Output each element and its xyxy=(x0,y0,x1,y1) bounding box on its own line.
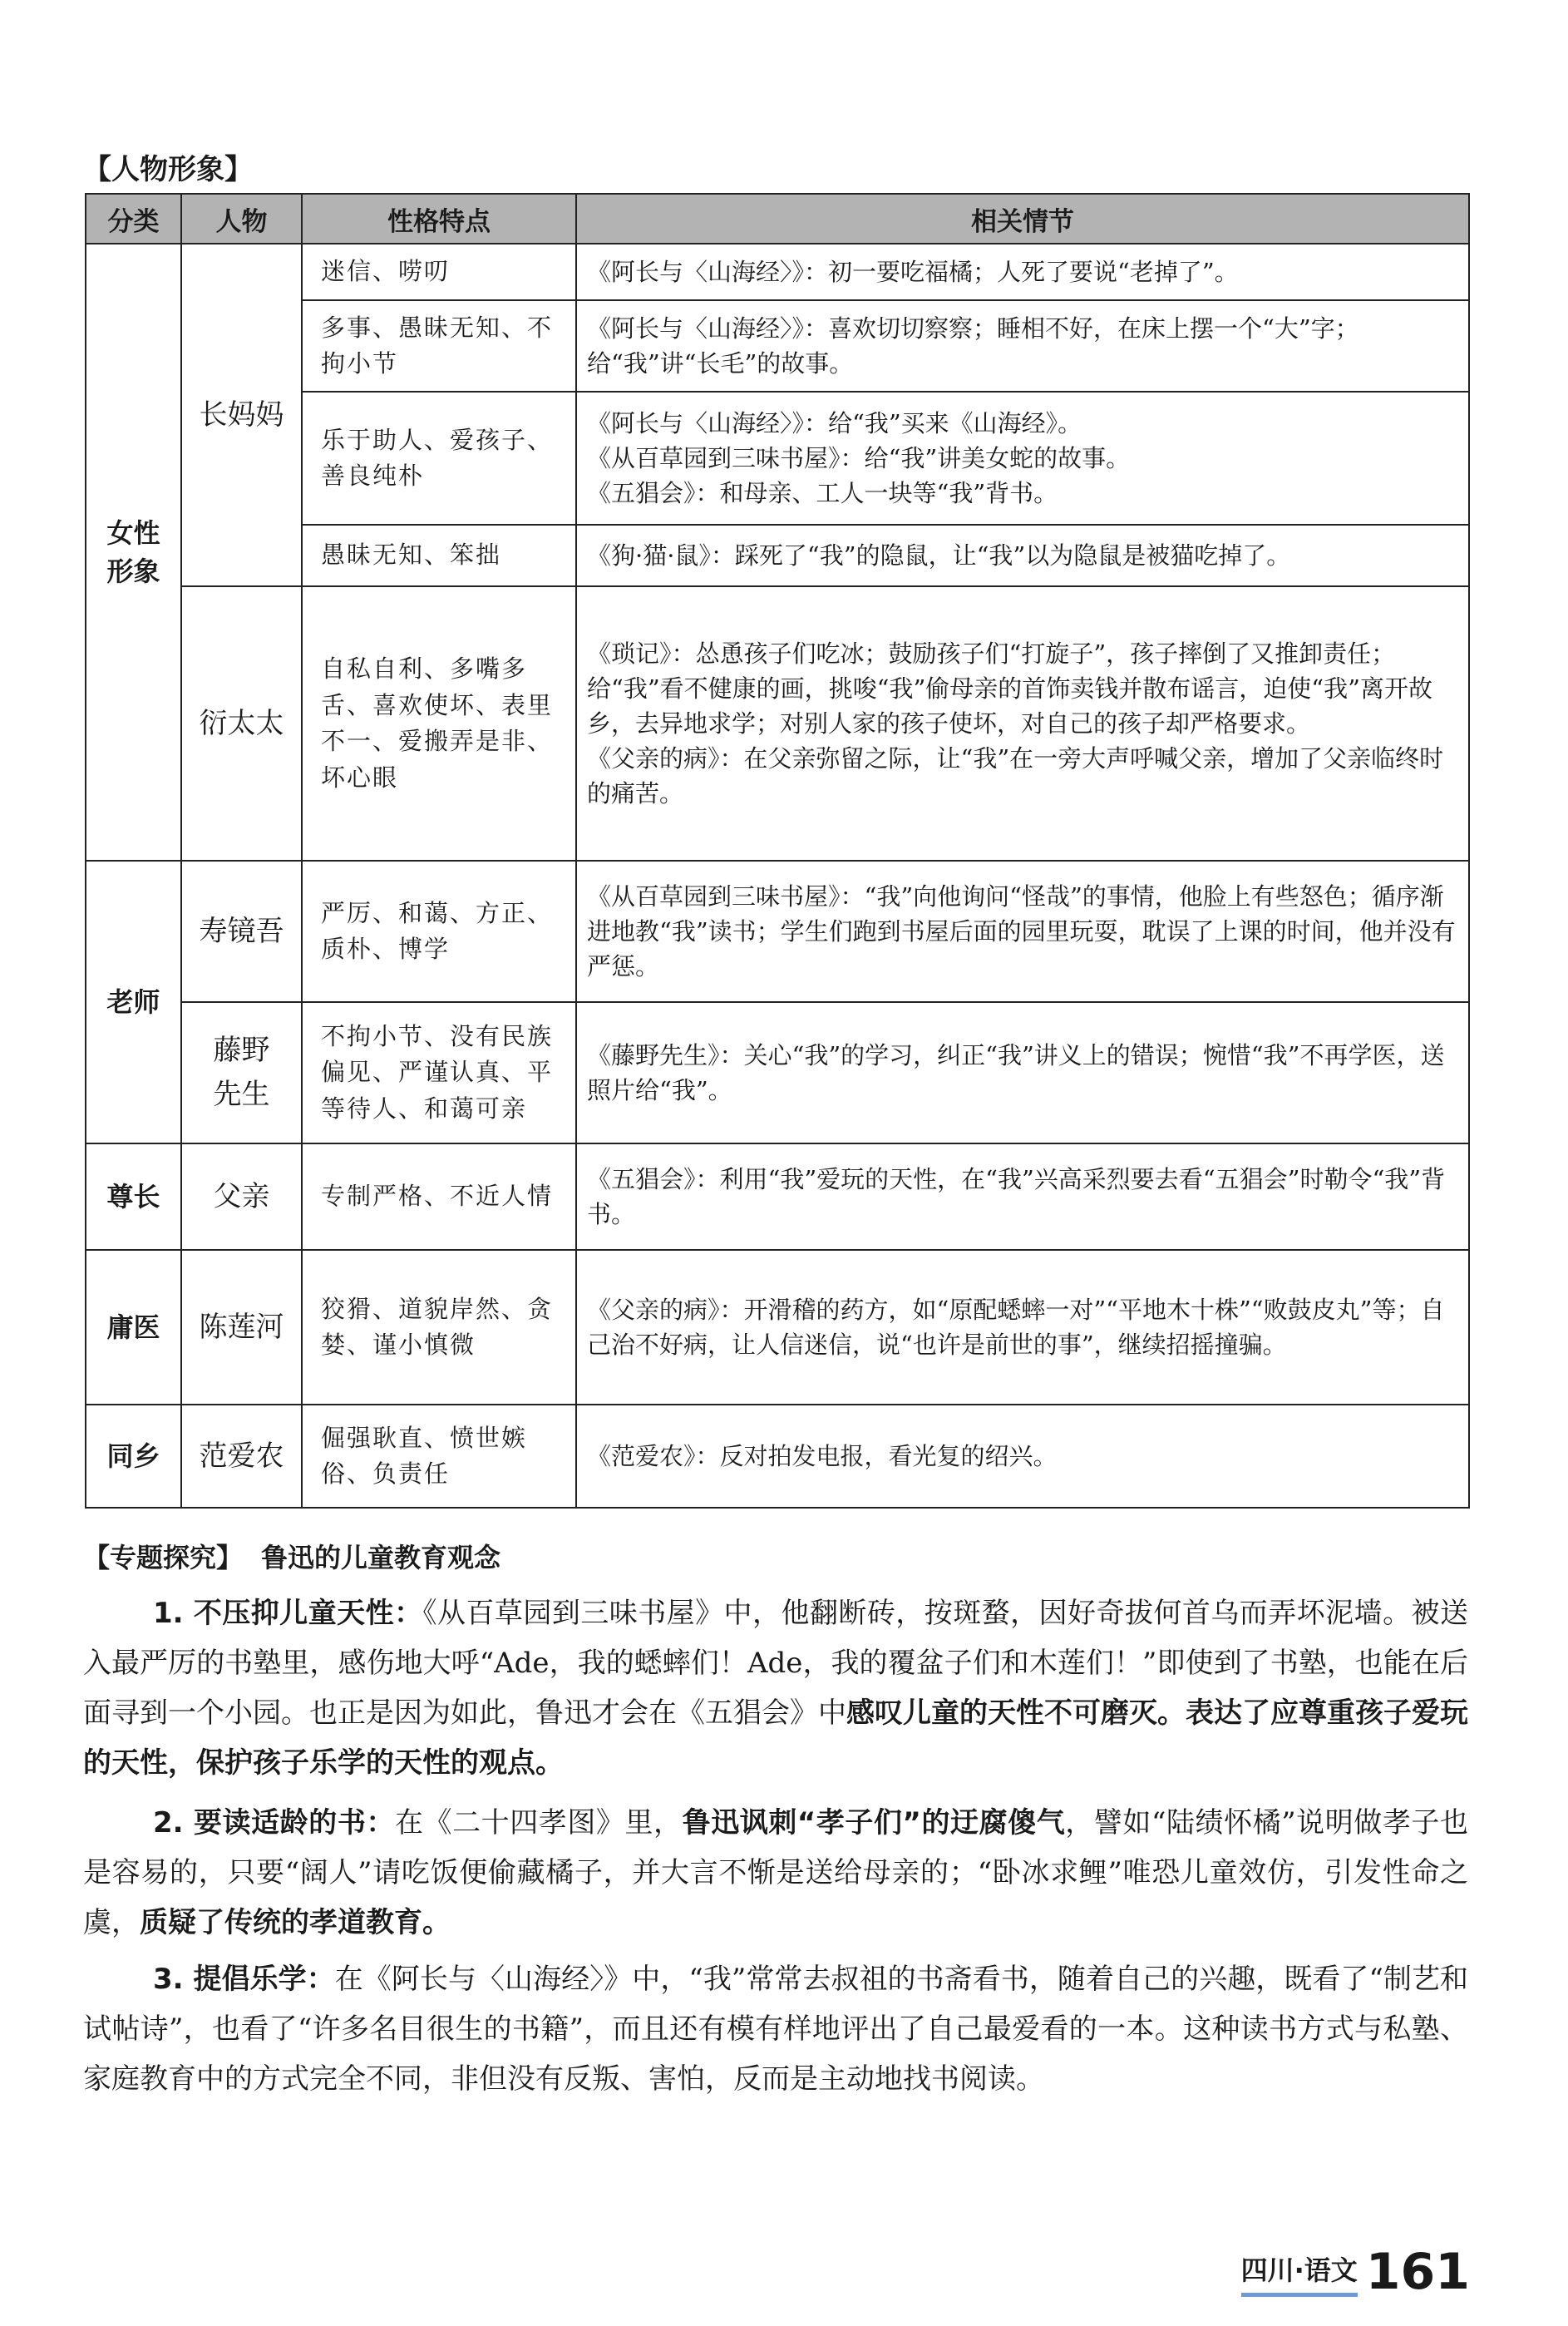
category-quack: 庸医 xyxy=(86,1250,181,1405)
paragraph-3-heading: 3. 提倡乐学： xyxy=(153,1963,335,1996)
explore-paragraph-1 xyxy=(83,1588,1468,1788)
person-father: 父亲 xyxy=(181,1143,302,1250)
person-yantaitai: 衍太太 xyxy=(181,586,302,861)
plot-cell: 《父亲的病》：开滑稽的药方，如“原配蟋蟀一对”“平地木十株”“败鼓皮丸”等；自己治不好病，让人信迷信，说“也许是前世的事”，继续招摇撞骗。 xyxy=(576,1250,1469,1405)
section-title-character-images: 【人物形象】 xyxy=(83,153,253,186)
paragraph-1-heading: 1. 不压抑儿童天性： xyxy=(153,1597,423,1630)
footer-label: 四川·语文 xyxy=(1241,2249,1358,2297)
trait-cell: 迷信、唠叨 xyxy=(302,244,576,300)
paragraph-3-text: 在《阿长与〈山海经〉》中，“我”常常去叔祖的书斋看书，随着自己的兴趣，既看了“制艺和试帖诗”，也看了“许多名目很生的书籍”，而且还有模有样地评出了自己最爱看的一本。这种读书方式与私塾、家庭教育中的方式完全不同，非但没有反叛、害怕，反而是主动地找书阅读。 xyxy=(83,1963,1468,2096)
paragraph-2-bold-1: 鲁迅讽刺“孝子们”的迂腐傻气 xyxy=(682,1806,1066,1840)
trait-cell: 不拘小节、没有民族偏见、严谨认真、平等待人、和蔼可亲 xyxy=(302,1002,576,1143)
trait-cell: 乐于助人、爱孩子、善良纯朴 xyxy=(302,392,576,525)
header-traits: 性格特点 xyxy=(302,194,576,244)
table-header-row xyxy=(86,194,1469,244)
category-female: 女性形象 xyxy=(86,244,181,861)
trait-cell: 倔强耿直、愤世嫉俗、负责任 xyxy=(302,1405,576,1508)
explore-tag: 【专题探究】 xyxy=(83,1542,244,1573)
table-row xyxy=(86,861,1469,1002)
person-changmama: 长妈妈 xyxy=(181,244,302,586)
paragraph-2-heading: 2. 要读适龄的书： xyxy=(153,1806,395,1840)
category-teacher: 老师 xyxy=(86,861,181,1143)
table-row xyxy=(86,244,1469,300)
trait-cell: 多事、愚昧无知、不拘小节 xyxy=(302,300,576,392)
person-chenlianhe: 陈莲河 xyxy=(181,1250,302,1405)
character-table xyxy=(85,193,1470,1509)
plot-cell: 《五猖会》：利用“我”爱玩的天性，在“我”兴高采烈要去看“五猖会”时勒令“我”背书。 xyxy=(576,1143,1469,1250)
explore-heading xyxy=(83,1537,500,1575)
paragraph-2-text-1: 在《二十四孝图》里， xyxy=(394,1806,683,1840)
trait-cell: 自私自利、多嘴多舌、喜欢使坏、表里不一、爱搬弄是非、坏心眼 xyxy=(302,586,576,861)
table-row xyxy=(86,1002,1469,1143)
trait-cell: 严厉、和蔼、方正、质朴、博学 xyxy=(302,861,576,1002)
plot-cell: 《范爱农》：反对拍发电报，看光复的绍兴。 xyxy=(576,1405,1469,1508)
plot-cell: 《阿长与〈山海经〉》：喜欢切切察察；睡相不好，在床上摆一个“大”字；给“我”讲“长毛”的故事。 xyxy=(576,300,1469,392)
category-townsman: 同乡 xyxy=(86,1405,181,1508)
explore-paragraph-3 xyxy=(83,1954,1468,2104)
paragraph-1-bold: 感叹儿童的天性不可磨灭。表达了应尊重孩子爱玩的天性，保护孩子乐学的天性的观点。 xyxy=(83,1696,1468,1780)
person-shoujingwu: 寿镜吾 xyxy=(181,861,302,1002)
trait-cell: 愚昧无知、笨拙 xyxy=(302,525,576,586)
header-person: 人物 xyxy=(181,194,302,244)
page-footer xyxy=(1240,2243,1470,2301)
paragraph-1-text: 《从百草园到三味书屋》中，他翻断砖，按斑蝥，因好奇拔何首乌而弄坏泥墙。被送入最严厉的书塾里，感伤地大呼“Ade，我的蟋蟀们！Ade，我的覆盆子们和木莲们！”即使到了书塾，也能在后面寻到一个小园。也正是因为如此，鲁迅才会在《五猖会》中 xyxy=(83,1597,1468,1730)
category-elder: 尊长 xyxy=(86,1143,181,1250)
plot-cell: 《阿长与〈山海经〉》：给“我”买来《山海经》。 《从百草园到三味书屋》：给“我”讲美女蛇的故事。 《五猖会》：和母亲、工人一块等“我”背书。 xyxy=(576,392,1469,525)
table-row xyxy=(86,1143,1469,1250)
explore-paragraph-2 xyxy=(83,1798,1468,1948)
table-row xyxy=(86,1405,1469,1508)
paragraph-2-bold-2: 质疑了传统的孝道教育。 xyxy=(140,1906,451,1939)
trait-cell: 狡猾、道貌岸然、贪婪、谨小慎微 xyxy=(302,1250,576,1405)
explore-title: 鲁迅的儿童教育观念 xyxy=(261,1542,501,1573)
paragraph-2-text-2: ，譬如“陆绩怀橘”说明做孝子也是容易的，只要“阔人”请吃饭便偷藏橘子，并大言不惭是送给母亲的；“卧冰求鲤”唯恐儿童效仿，引发性命之虞， xyxy=(83,1806,1468,1939)
person-fujiye: 藤野先生 xyxy=(181,1002,302,1143)
trait-cell: 专制严格、不近人情 xyxy=(302,1143,576,1250)
person-fanainong: 范爱农 xyxy=(181,1405,302,1508)
table-row xyxy=(86,1250,1469,1405)
plot-cell: 《藤野先生》：关心“我”的学习，纠正“我”讲义上的错误；惋惜“我”不再学医，送照片给“我”。 xyxy=(576,1002,1469,1143)
plot-cell: 《狗·猫·鼠》：踩死了“我”的隐鼠，让“我”以为隐鼠是被猫吃掉了。 xyxy=(576,525,1469,586)
page-number: 161 xyxy=(1365,2243,1470,2301)
header-category: 分类 xyxy=(86,194,181,244)
header-plots: 相关情节 xyxy=(576,194,1469,244)
plot-cell: 《阿长与〈山海经〉》：初一要吃福橘；人死了要说“老掉了”。 xyxy=(576,244,1469,300)
table-row xyxy=(86,586,1469,861)
plot-cell: 《琐记》：怂恿孩子们吃冰；鼓励孩子们“打旋子”，孩子摔倒了又推卸责任；给“我”看不健康的画，挑唆“我”偷母亲的首饰卖钱并散布谣言，迫使“我”离开故乡，去异地求学；对别人家的孩子使坏，对自己的孩子却严格要求。 《父亲的病》：在父亲弥留之际，让“我”在一旁大声呼喊父亲，增加了父亲临终时的痛苦。 xyxy=(576,586,1469,861)
plot-cell: 《从百草园到三味书屋》：“我”向他询问“怪哉”的事情，他脸上有些怒色；循序渐进地教“我”读书；学生们跑到书屋后面的园里玩耍，耽误了上课的时间，他并没有严惩。 xyxy=(576,861,1469,1002)
